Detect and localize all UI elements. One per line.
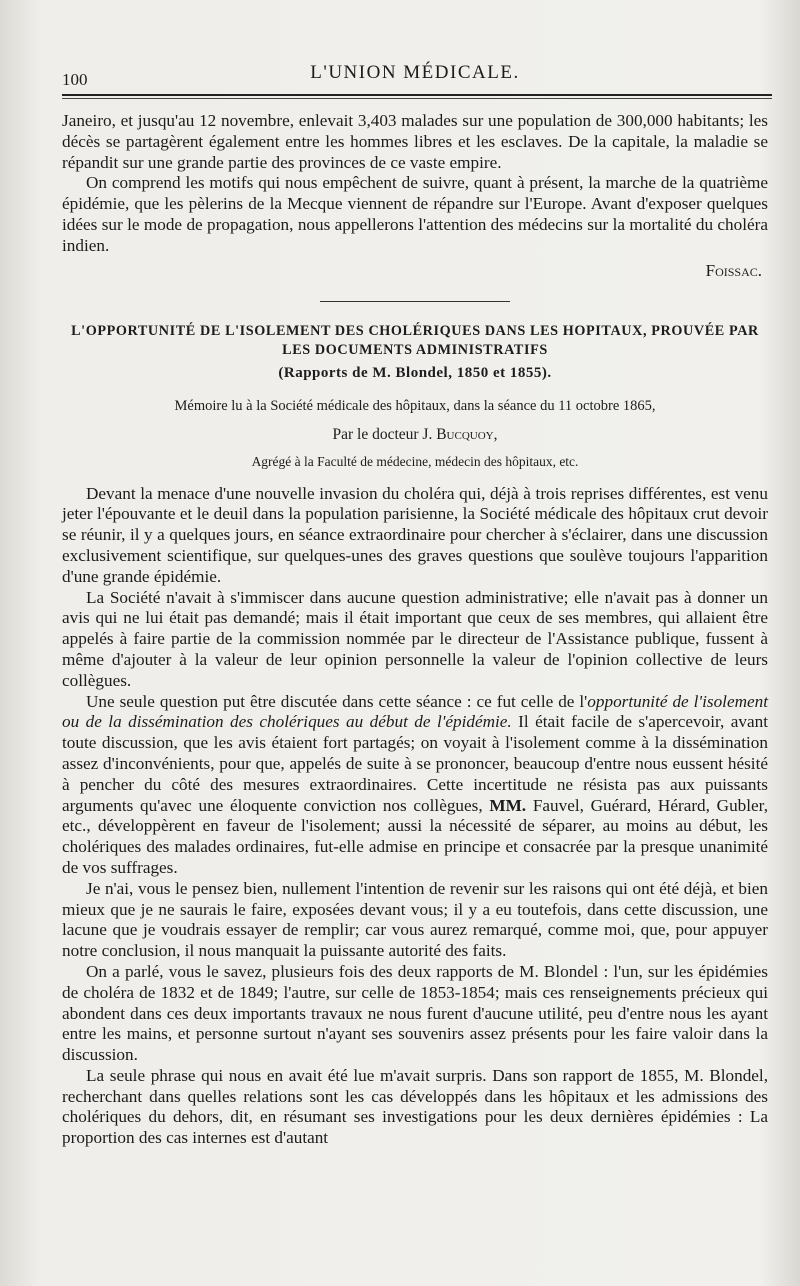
p3-start: Une seule question put être discutée dans cette séance : ce fut celle de l' (86, 691, 588, 711)
signature: Foissac. (705, 260, 762, 280)
article-subtitle: (Rapports de M. Blondel, 1850 et 1855). (278, 364, 552, 381)
author-credentials: Agrégé à la Faculté de médecine, médecin des hôpitaux, etc. (251, 453, 579, 469)
p3-bold: MM. (489, 795, 527, 815)
p3-end: Fauvel, Guérard, Hérard, Gubler, etc., développèrent en faveur de l'isolement; aussi la nécessité de séparer, au moins au début, les cholériques des malades ordinaires, fut-elle admise en principe et consacrée par la presque unanimité de vos suffrages. (62, 795, 768, 877)
p3-mid: Il était facile de s'apercevoir, avant toute discussion, que les avis étaient fort partagés; on voyait à l'isolement comme à la dissémination assez d'inconvénients, pour que, appelés de suite à se prononcer, beaucoup d'entre nous eussent hésité à pencher du côté des mesures extraordinaires. Cette incertitude ne résista pas aux puissants arguments qu'avec une éloquente conviction nos collègues, (62, 712, 768, 815)
body-paragraph-6: La seule phrase qui nous en avait été lue m'avait surpris. Dans son rapport de 1855, M. Blondel, recherchant dans quelles relations sont les cas développés dans les hôpitaux et les admissions des cholériques du dehors, dit, en résumant ses investigations pour les deux dernières épidémies : La proportion des cas internes est d'autant (62, 1065, 768, 1148)
body-paragraph-3 (62, 692, 768, 879)
body-paragraph-2: La Société n'avait à s'immiscer dans aucune question administrative; elle n'avait pas à donner un avis qui ne lui était pas demandé; mais il était important que ceux de ses membres, qui allaient être appelés à faire partie de la commission nommée par le directeur de l'Assistance publique, fussent à même d'ajouter à la valeur de leur opinion personnelle la valeur de l'opinion collective de leurs collègues. (62, 587, 768, 690)
page-number: 100 (62, 70, 88, 89)
body-paragraph-1: Devant la menace d'une nouvelle invasion du choléra qui, déjà à trois reprises différentes, est venu jeter l'épouvante et le deuil dans la population parisienne, la Société médicale des hôpitaux crut devoir se réunir, il y a quelques jours, en séance extraordinaire pour chercher à s'éclairer, dans une discussion exclusivement scientifique, sur quelques-unes des graves questions que soulève toujours l'apparition d'une grande épidémie. (62, 483, 768, 586)
section-separator (320, 301, 510, 302)
header-rule (62, 94, 772, 96)
author-prefix: Par le docteur J. (332, 425, 437, 443)
memo-line: Mémoire lu à la Société médicale des hôpitaux, dans la séance du 11 octobre 1865, (174, 397, 656, 414)
body-paragraph-4: Je n'ai, vous le pensez bien, nullement l'intention de revenir sur les raisons qui ont été déjà, et bien mieux que je ne saurais le faire, exposées devant vous; il y a eu toutefois, dans cette discussion, une lacune que je voudrais essayer de remplir; car vous aurez remarqué, comme moi, que, pour appuyer notre conclusion, il nous manquait la puissante autorité des faits. (62, 878, 768, 961)
running-title: L'UNION MÉDICALE. (310, 62, 520, 83)
body-paragraph-5: On a parlé, vous le savez, plusieurs fois des deux rapports de M. Blondel : l'un, sur les épidémies de choléra de 1832 et de 1849; l'autre, sur celle de 1853-1854; mais ces renseignements précieux qui abondent dans ces deux importants travaux ne nous furent d'aucune utilité, peu d'entre nous les ayant entre les mains, et personne surtout n'ayant ses souvenirs assez présents pour les faire valoir dans la discussion. (62, 961, 768, 1065)
running-head (62, 58, 768, 89)
intro-paragraph-2: On comprend les motifs qui nous empêchent de suivre, quant à présent, la marche de la quatrième épidémie, que les pèlerins de la Mecque viennent de répandre sur l'Europe. Avant d'exposer quelques idées sur le mode de propagation, nous appellerons l'attention des médecins sur la mortalité du choléra indien. (62, 173, 768, 255)
article-body (62, 484, 768, 1150)
p3-italic: opportunité de l'isolement ou de la dissémination des cholériques au début de l'épidémie. (62, 691, 768, 732)
article-title: L'OPPORTUNITÉ DE L'ISOLEMENT DES CHOLÉRIQUES DANS LES HOPITAUX, PROUVÉE PAR LES DOCUMENTS ADMINISTRATIFS (71, 322, 759, 358)
author-name: Bucquoy, (436, 425, 498, 443)
intro-paragraph-1: Janeiro, et jusqu'au 12 novembre, enlevait 3,403 malades sur une population de 300,000 habitants; les décès se partagèrent également entre les hommes libres et les esclaves. De la capitale, la maladie se répandit sur une grande partie des provinces de ce vaste empire. (62, 111, 768, 172)
header-rule-thin (62, 98, 772, 99)
author-line (62, 426, 768, 444)
